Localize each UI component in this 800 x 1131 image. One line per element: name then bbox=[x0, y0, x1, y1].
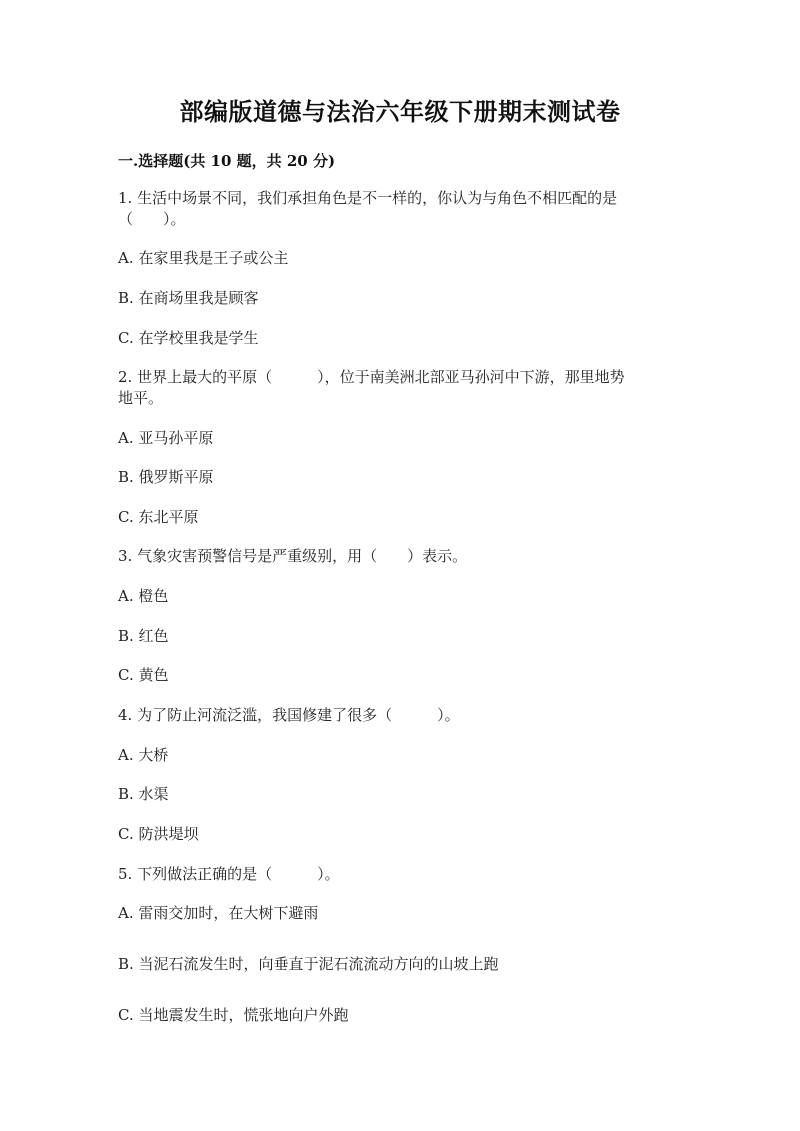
question-5-option-b: B. 当泥石流发生时，向垂直于泥石流流动方向的山坡上跑 bbox=[118, 955, 499, 973]
question-2-stem: 2. 世界上最大的平原（ ），位于南美洲北部亚马孙河中下游，那里地势 bbox=[118, 368, 625, 386]
question-2-stem-continued: 地平。 bbox=[118, 389, 164, 407]
question-3-stem: 3. 气象灾害预警信号是严重级别，用（ ）表示。 bbox=[118, 547, 468, 565]
question-4-stem: 4. 为了防止河流泛滥，我国修建了很多（ ）。 bbox=[118, 706, 460, 724]
question-5-option-a: A. 雷雨交加时，在大树下避雨 bbox=[118, 904, 319, 922]
question-4-option-c: C. 防洪堤坝 bbox=[118, 825, 199, 843]
document-title: 部编版道德与法治六年级下册期末测试卷 bbox=[179, 97, 621, 126]
question-1-option-c: C. 在学校里我是学生 bbox=[118, 329, 259, 347]
question-4-option-b: B. 水渠 bbox=[118, 785, 169, 803]
question-3-option-c: C. 黄色 bbox=[118, 666, 169, 684]
section-heading: 一.选择题(共 10 题，共 20 分) bbox=[118, 152, 336, 170]
question-3-option-b: B. 红色 bbox=[118, 627, 169, 645]
question-2-option-c: C. 东北平原 bbox=[118, 508, 199, 526]
question-1-option-b: B. 在商场里我是顾客 bbox=[118, 289, 259, 307]
question-3-option-a: A. 橙色 bbox=[118, 587, 169, 605]
question-2-option-a: A. 亚马孙平原 bbox=[118, 429, 214, 447]
question-5-option-c: C. 当地震发生时，慌张地向户外跑 bbox=[118, 1006, 349, 1024]
question-1-option-a: A. 在家里我是王子或公主 bbox=[118, 249, 289, 267]
question-5-stem: 5. 下列做法正确的是（ ）。 bbox=[118, 865, 340, 883]
question-2-option-b: B. 俄罗斯平原 bbox=[118, 468, 214, 486]
question-1-stem-continued: （ ）。 bbox=[118, 210, 186, 228]
question-4-option-a: A. 大桥 bbox=[118, 746, 169, 764]
question-1-stem: 1. 生活中场景不同，我们承担角色是不一样的，你认为与角色不相匹配的是 bbox=[118, 189, 618, 207]
